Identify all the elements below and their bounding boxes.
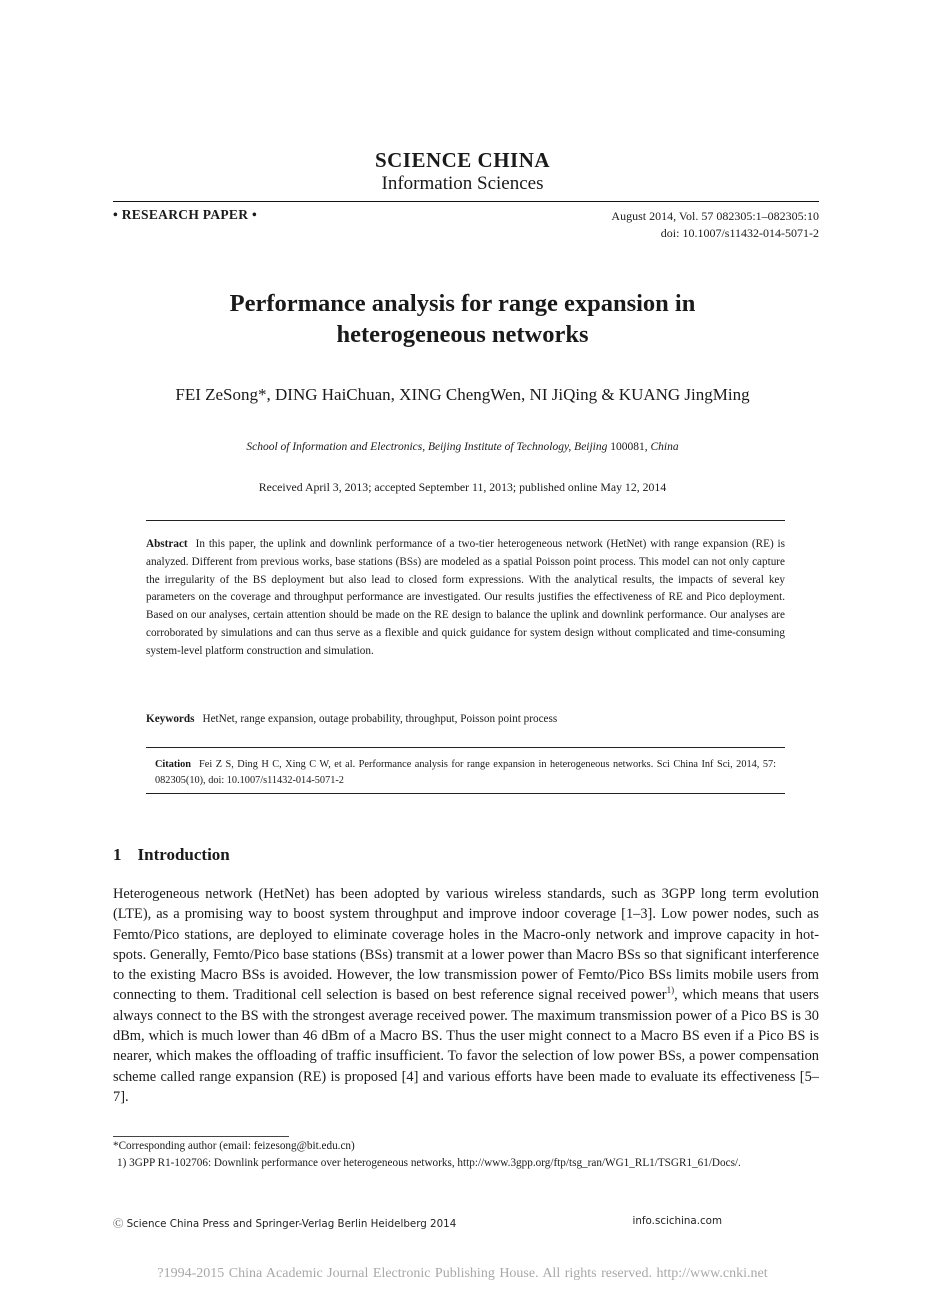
copyright-notice: Ⓒ Science China Press and Springer-Verlag Berlin Heidelberg 2014 xyxy=(113,1218,457,1230)
footnotes xyxy=(113,1138,819,1171)
title-line-2: heterogeneous networks xyxy=(336,321,589,348)
paper-title xyxy=(0,288,925,350)
affiliation-institution: School of Information and Electronics, Beijing Institute of Technology, Beijing xyxy=(246,441,608,453)
journal-subtitle: Information Sciences xyxy=(381,173,544,194)
affiliation xyxy=(0,441,925,453)
publication-dates: Received April 3, 2013; accepted September 11, 2013; published online May 12, 2014 xyxy=(258,480,667,494)
keywords xyxy=(146,713,785,725)
citation-top-rule xyxy=(146,747,785,748)
section-heading xyxy=(113,845,230,865)
affiliation-postcode: 100081, xyxy=(610,441,648,453)
keywords-text: HetNet, range expansion, outage probability, throughput, Poisson point process xyxy=(202,713,558,725)
citation-label: Citation xyxy=(155,759,192,770)
citation xyxy=(155,757,776,789)
journal-website[interactable]: info.scichina.com xyxy=(632,1215,722,1227)
journal-name: SCIENCE CHINA xyxy=(374,148,551,172)
footnote-rule xyxy=(113,1136,289,1137)
citation-bottom-rule xyxy=(146,793,785,794)
body-text-part2: , which means that users always connect to the BS with the strongest average received power. The maximum transmission power of a Pico BS is 30 dBm, which is much lower than 46 dBm of a Macro BS. Thus the user might connect to a Macro BS even if a Pico BS is nearer, which makes the offloading of traffic insufficient. To favor the selection of low power BSs, a power compensation scheme called range expansion (RE) is proposed [4] and various efforts have been made to evaluate its effectiveness [5–7]. xyxy=(113,987,819,1105)
issue-info xyxy=(611,208,819,242)
footnote-marker[interactable]: 1) xyxy=(666,985,675,996)
intro-paragraph xyxy=(113,884,819,1107)
doi-line: doi: 10.1007/s11432-014-5071-2 xyxy=(660,226,819,240)
title-line-1: Performance analysis for range expansion in xyxy=(229,290,696,317)
section-number: 1 xyxy=(113,845,122,864)
body-text-part1: Heterogeneous network (HetNet) has been adopted by various wireless standards, such as 3GPP long term evolution (LTE), as a promising way to boost system throughput and improve indoor coverage [1–3]. Low power nodes, such as Femto/Pico stations, are deployed to eliminate coverage holes in the Macro-only network and improve capacity in hot-spots. Generally, Femto/Pico base stations (BSs) transmit at a lower power than Macro BSs so that significant interference to the existing Macro BSs is avoided. However, the low transmission power of Femto/Pico BSs limits mobile users from connecting to them. Traditional cell selection is based on best reference signal received power xyxy=(113,886,819,1004)
abstract-label: Abstract xyxy=(146,538,188,550)
abstract-top-rule xyxy=(146,520,785,521)
authors: FEI ZeSong*, DING HaiChuan, XING ChengWen, NI JiQing & KUANG JingMing xyxy=(175,385,750,404)
keywords-label: Keywords xyxy=(146,713,195,725)
issue-line: August 2014, Vol. 57 082305:1–082305:10 xyxy=(611,209,819,223)
abstract-text: In this paper, the uplink and downlink performance of a two-tier heterogeneous network (HetNet) with range expansion (RE) is analyzed. Different from previous works, base stations (BSs) are modeled as a spatial Poisson point process. This model can not only capture the irregularity of the BS deployment but also lead to closed form expressions. With the analytical results, the impacts of several key parameters on the coverage and throughput performance are investigated. Our results justifies the effectiveness of RE and Pico deployment. Based on our analyses, certain attention should be made on the RE design to balance the uplink and downlink performance. Our analyses are corroborated by simulations and can thus serve as a flexible and quick guidance for system design without complicated and time-consuming system-level platform construction and simulation. xyxy=(146,538,785,657)
header-rule xyxy=(113,201,819,202)
affiliation-country: China xyxy=(650,441,679,453)
corresponding-author-note: *Corresponding author (email: feizesong@bit.edu.cn) xyxy=(113,1140,355,1152)
footnote-1: 1) 3GPP R1-102706: Downlink performance over heterogeneous networks, http://www.3gpp.org/ftp/tsg_ran/WG1_RL1/TSGR1_61/Docs/. xyxy=(117,1156,741,1169)
citation-text: Fei Z S, Ding H C, Xing C W, et al. Performance analysis for range expansion in heterogeneous networks. Sci China Inf Sci, 2014, 57: 082305(10), doi: 10.1007/s11432-014-5071-2 xyxy=(155,759,776,786)
abstract xyxy=(146,536,785,661)
paper-type: • RESEARCH PAPER • xyxy=(113,207,257,222)
cnki-watermark: ?1994-2015 China Academic Journal Electronic Publishing House. All rights reserved. http://www.cnki.net xyxy=(157,1266,768,1281)
section-title: Introduction xyxy=(137,845,230,864)
